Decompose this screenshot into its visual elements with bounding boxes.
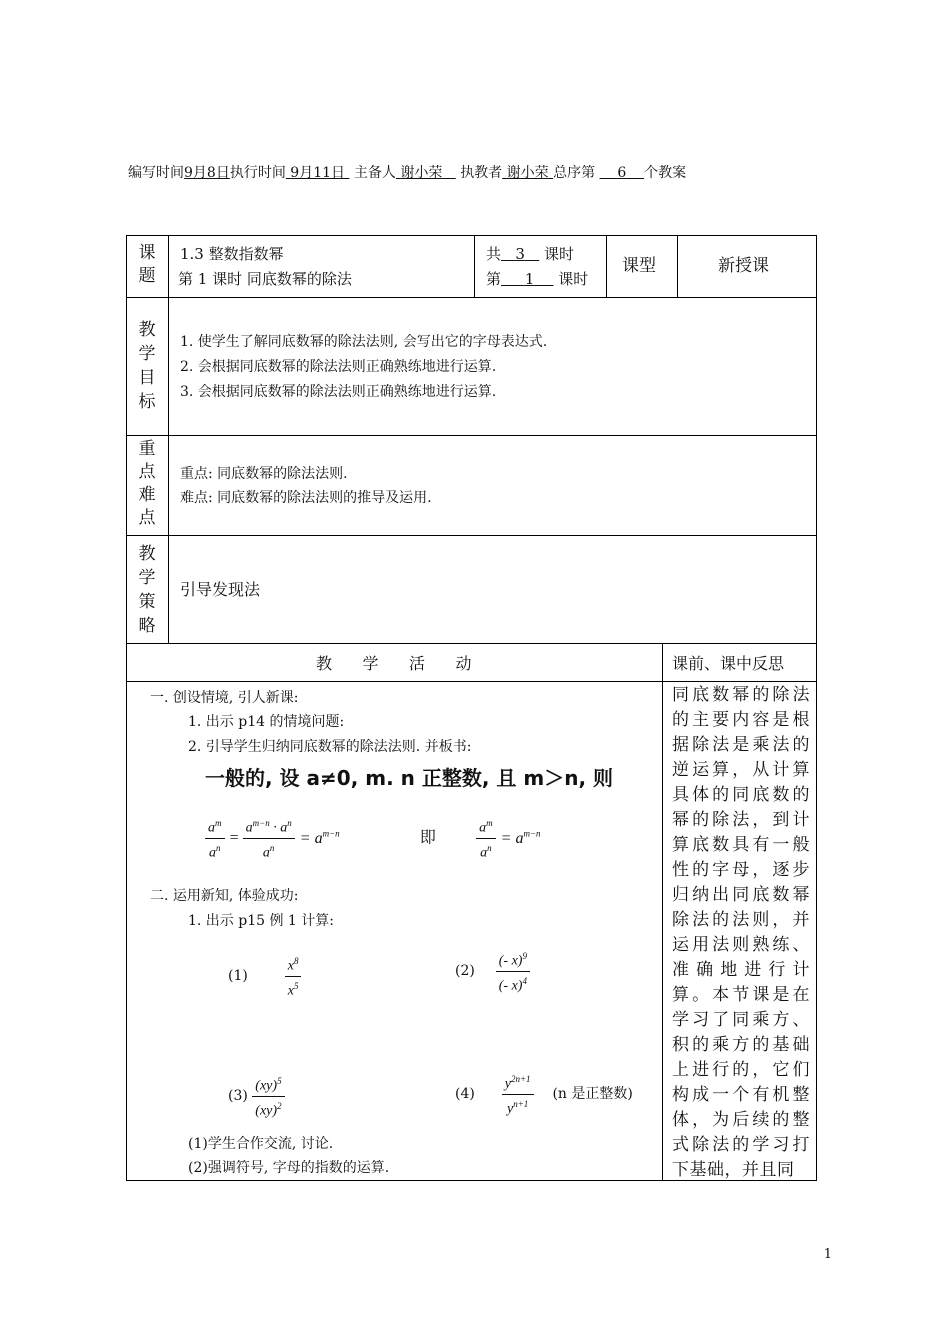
example-4-note: (n 是正整数): [552, 1086, 633, 1103]
exec-date: 9月11日: [290, 165, 346, 181]
write-date: 9月8日: [184, 165, 230, 181]
topic-line2: 第 1 课时 同底数幂的除法: [178, 270, 352, 288]
strategy-label: 教 学 策 略: [138, 544, 156, 636]
current-hour: 第 1 课时: [486, 270, 589, 288]
page-number: 1: [823, 1247, 832, 1262]
section-1-title: 一. 创设情境, 引人新课:: [150, 690, 299, 706]
topic-label: 课 题: [138, 243, 156, 286]
example-1: (1) $\frac{x^8}{x^5}$: [228, 952, 301, 1000]
goals-label: 教 学 目 标: [138, 320, 156, 412]
section-1-item-2: 2. 引导学生归纳同底数幂的除法法则. 并板书:: [188, 739, 472, 755]
teacher-label: 执教者: [460, 165, 503, 181]
total-label: 总序第: [553, 165, 596, 181]
goal-3: 3. 会根据同底数幂的除法法则正确熟练地进行运算.: [180, 384, 497, 400]
section-2-title: 二. 运用新知, 体验成功:: [150, 888, 299, 904]
preparer-label: 主备人: [353, 165, 396, 181]
preparer: 谢小荣: [400, 165, 443, 181]
reflection-text: 同底数幂的除法的主要内容是根据除法是乘法的逆运算，从计算具体的同底数的幂的除法，到计算底数具有一般性的字母，逐步归纳出同底数幂除法的法则，并运用法则熟练、准确地进行计算。本节课是在学习了同乘方、积的乘方的基础上进行的，它们构成一个有机整体，为后续的整式除法的学习打下基础，并且同: [672, 685, 810, 1180]
example-4: (4) $\frac{y^{2n+1}}{y^{n+1}}$ (n 是正整数): [455, 1070, 633, 1118]
section-2-item-1: 1. 出示 p15 例 1 计算:: [188, 913, 335, 929]
strategy-value: 引导发现法: [180, 580, 261, 599]
total-no: 6: [617, 165, 627, 181]
difficult-point: 难点: 同底数幂的除法法则的推导及运用.: [180, 490, 432, 506]
example-3: (3) $\frac{(xy)^5}{(xy)^2}$: [228, 1072, 285, 1120]
key-point: 重点: 同底数幂的除法法则.: [180, 466, 348, 482]
type-label: 课型: [622, 256, 656, 276]
reflect-header: 课前、课中反思: [672, 654, 785, 673]
write-time-label: 编写时间: [128, 165, 184, 181]
teacher: 谢小荣: [506, 165, 549, 181]
topic-line1: 1.3 整数指数幂: [180, 245, 284, 263]
example-2: (2) $\frac{(- x)^9}{(- x)^4}$: [455, 947, 530, 995]
ji-label: 即: [419, 827, 436, 847]
exec-time-label: 执行时间: [229, 165, 286, 181]
rule-statement: 一般的, 设 a≠0, m. n 正整数, 且 m＞n, 则: [205, 766, 614, 790]
section-1-item-1: 1. 出示 p14 的情境问题:: [188, 714, 345, 730]
activity-header: 教 学 活 动: [316, 654, 472, 673]
note-1: (1)学生合作交流, 讨论.: [188, 1136, 334, 1152]
goal-2: 2. 会根据同底数幂的除法法则正确熟练地进行运算.: [180, 359, 497, 375]
division-formula: $\frac{a^m}{a^n}$ = $\frac{a^{m-n} \cdot a^n}{a^n}$ = $a^{m-n}$ 即 $\frac{a^m}{a^n}$ = $a^{m-n}$: [205, 814, 541, 862]
type-value: 新授课: [718, 256, 769, 276]
total-suffix: 个教案: [644, 165, 687, 181]
note-2: (2)强调符号, 字母的指数的运算.: [188, 1160, 390, 1176]
header-line: [128, 162, 828, 182]
keypoints-label: 重 点 难 点: [138, 439, 156, 528]
total-hours: 共 3 课时: [486, 245, 574, 263]
goal-1: 1. 使学生了解同底数幂的除法法则, 会写出它的字母表达式.: [180, 334, 548, 350]
